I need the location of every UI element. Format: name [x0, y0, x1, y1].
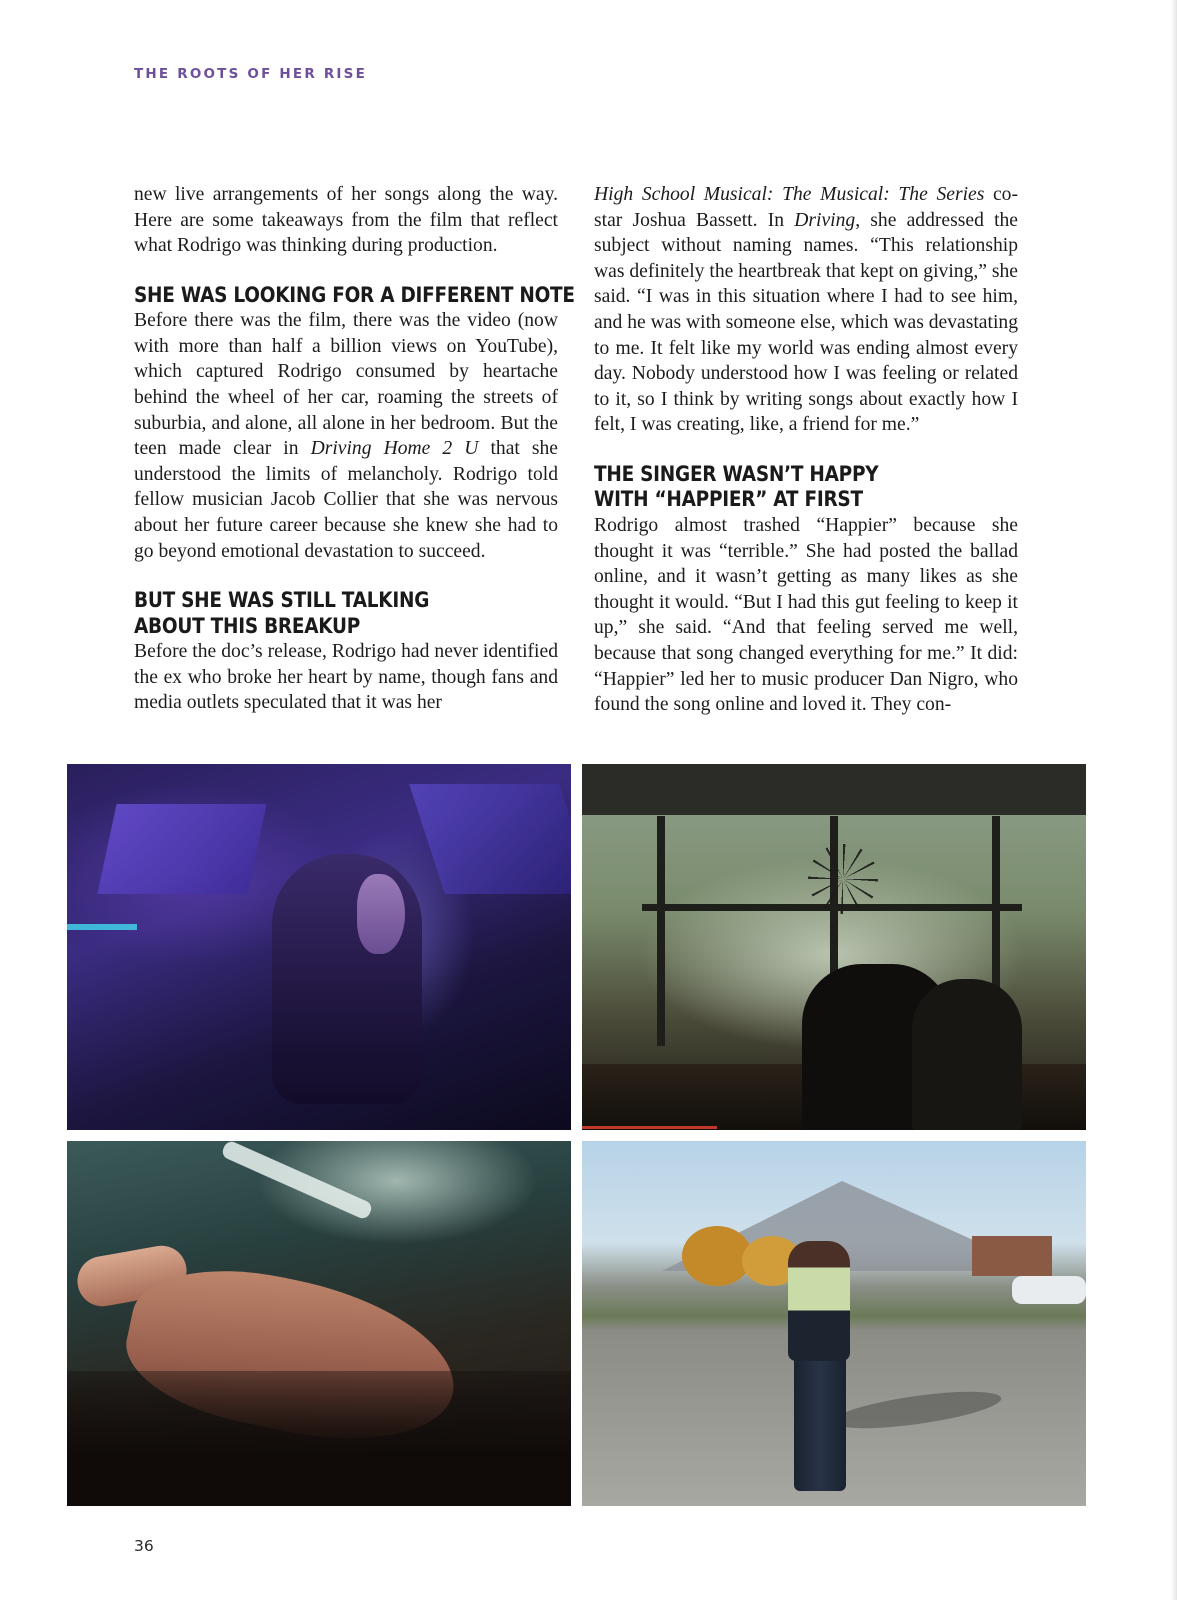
- section-heading-different-note: SHE WAS LOOKING FOR A DIFFERENT NOTE: [134, 282, 575, 308]
- right-column: [594, 182, 1018, 718]
- figure-shadow: [831, 1384, 1003, 1435]
- window-mullion: [657, 816, 665, 1046]
- parked-car: [1012, 1276, 1086, 1304]
- left-column: [134, 182, 575, 716]
- photo-driving-car: [67, 764, 571, 1130]
- figure-body: [788, 1241, 850, 1361]
- figure-legs: [794, 1351, 846, 1491]
- photo-lying-closeup: [67, 1141, 571, 1506]
- film-title-short: Driving: [794, 209, 856, 231]
- film-title: Driving Home 2 U: [310, 438, 479, 460]
- neon-light: [67, 924, 137, 930]
- photo-interior-window: [582, 764, 1086, 1130]
- progress-line: [582, 1126, 717, 1129]
- chandelier: [808, 844, 878, 914]
- show-title: High School Musical: The Musical: The Series: [594, 184, 985, 205]
- page-number: 36: [134, 1537, 154, 1555]
- car-windshield: [409, 784, 571, 894]
- section-heading-breakup: BUT SHE WAS STILL TALKING ABOUT THIS BREAKUP: [134, 588, 430, 639]
- section-heading-happier: THE SINGER WASN’T HAPPY WITH “HAPPIER” AT FIRST: [594, 461, 879, 513]
- page-edge-shadow: [1171, 0, 1177, 1600]
- section-body-breakup: Before the doc’s release, Rodrigo had never identified the ex who broke her heart by name, though fans and media outlets speculated that it was her: [134, 641, 558, 714]
- car-window: [97, 804, 266, 894]
- continuation-paragraph: High School Musical: The Musical: The Series co-star Joshua Bassett. In Driving, she addressed the subject without naming names. “This relationship was definitely the heartbreak that kept on giving,” she said. “I was in this situation where I had to see him, and he was with someone else, which was devastating to me. It felt like my world was ending almost every day. Nobody understood how I was feeling or related to it, so I think by writing songs about exactly how I felt, I was creating, like, a friend for me.”: [594, 184, 1019, 436]
- photo-suburban-street: [582, 1141, 1086, 1506]
- ceiling-light: [220, 1141, 373, 1221]
- person-silhouette: [912, 979, 1022, 1130]
- section-body-happier: Rodrigo almost trashed “Happier” because she thought it was “terrible.” She had posted the ballad online, and it wasn’t getting as many likes as she thought it would. “But I had this gut feeling to keep it up,” she said. “And that feeling served me well, because that song changed everything for me.” It did: “Happier” led her to music producer Dan Nigro, who found the song online and loved it. They con-: [594, 514, 1018, 716]
- driver-face: [357, 874, 405, 954]
- intro-paragraph: new live arrangements of her songs along the way. Here are some takeaways from the film that reflect what Rodrigo was thinking during production.: [134, 184, 558, 257]
- house: [972, 1236, 1052, 1276]
- hair-shadow: [67, 1371, 571, 1506]
- running-head: THE ROOTS OF HER RISE: [134, 66, 367, 82]
- section-body-different-note: Before there was the film, there was the video (now with more than half a billion views on YouTube), which captured Rodrigo consumed by heartache behind the wheel of her car, roaming the streets of suburbia, and alone, all alone in her bedroom. But the teen made clear in Driving Home 2 U that she understood the limits of melancholy. Rodrigo told fellow musician Jacob Collier that she was nervous about her future career because she knew she had to go beyond emotional devastation to succeed.: [134, 310, 559, 562]
